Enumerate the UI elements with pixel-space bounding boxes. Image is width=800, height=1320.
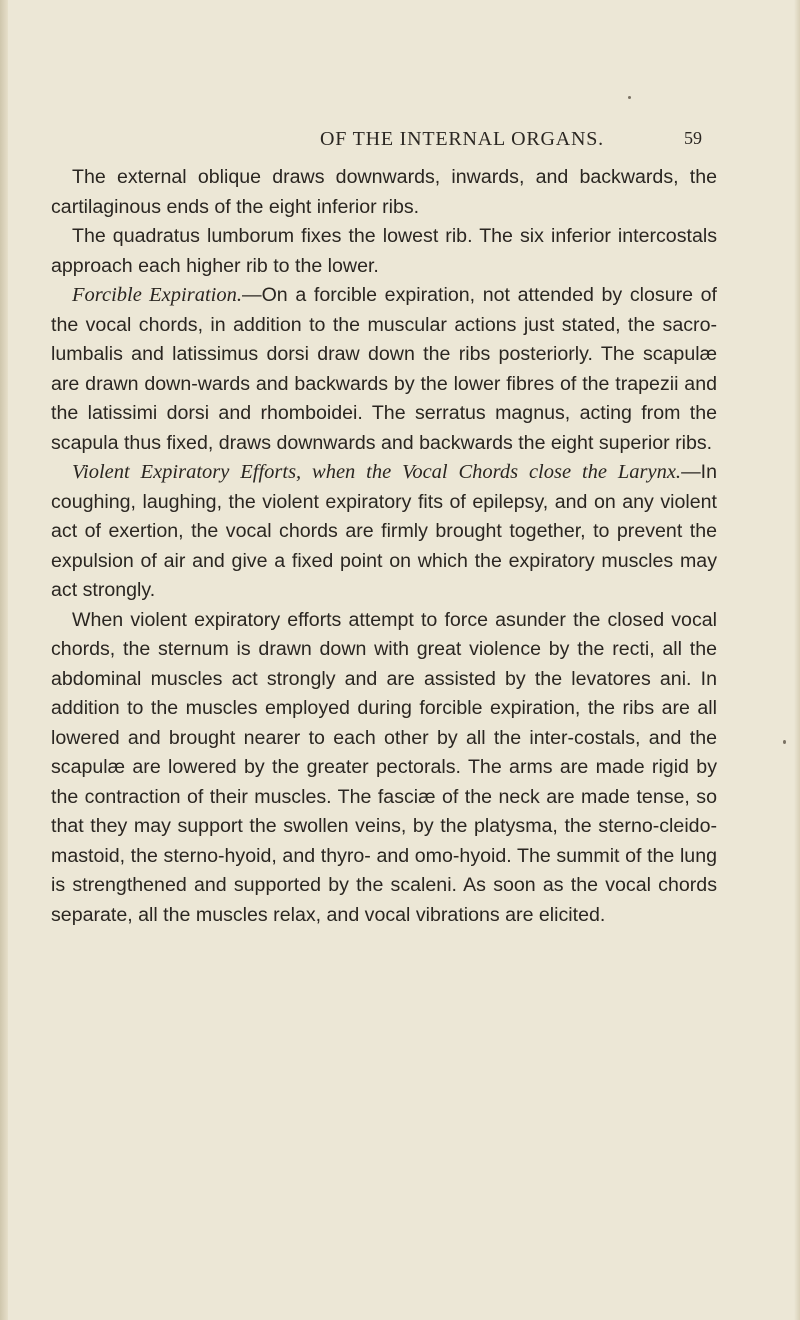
- running-head: OF THE INTERNAL ORGANS.: [320, 128, 604, 150]
- page-binding-edge: [0, 0, 8, 1320]
- section-heading-forcible-expiration: Forcible Expiration.: [72, 284, 242, 306]
- paragraph-text: The quadratus lumborum fixes the lowest rib. The six inferior intercostals approach each higher rib to the lower.: [51, 225, 717, 277]
- paragraph-text: —On a forcible expiration, not attended by closure of the vocal chords, in addition to the muscular actions just stated, the sacro-lumbalis and latissimus dorsi draw down the ribs posteriorly. The scapulæ are drawn down-wards and backwards by the lower fibres of the trapezii and the latissimi dorsi and rhomboidei. The serratus magnus, acting from the scapula thus fixed, draws downwards and backwards the eight superior ribs.: [51, 284, 718, 454]
- paragraph-violent-expiratory-efforts: [51, 458, 717, 606]
- paragraph-text: —In coughing, laughing, the violent expiratory fits of epilepsy, and on any violent act of exertion, the vocal chords are firmly brought together, to prevent the expulsion of air and give a fixed point on which the expiratory muscles may act strongly.: [51, 461, 717, 601]
- paragraph-forcible-expiration: [51, 281, 717, 458]
- paragraph-violent-efforts-detail: [51, 606, 717, 931]
- paragraph-external-oblique: [51, 163, 717, 222]
- page-header: [0, 128, 800, 158]
- paragraph-quadratus-lumborum: [51, 222, 717, 281]
- body-text: [51, 163, 717, 930]
- paper-speck: [628, 96, 631, 99]
- page-outer-edge: [794, 0, 800, 1320]
- paragraph-text: The external oblique draws downwards, inwards, and backwards, the cartilaginous ends of the eight inferior ribs.: [51, 166, 717, 218]
- paragraph-text: When violent expiratory efforts attempt to force asunder the closed vocal chords, the sternum is drawn down with great violence by the recti, all the abdominal muscles act strongly and are assisted by the levatores ani. In addition to the muscles employed during forcible expiration, the ribs are all lowered and brought nearer to each other by all the inter-costals, and the scapulæ are lowered by the greater pectorals. The arms are made rigid by the contraction of their muscles. The fasciæ of the neck are made tense, so that they may support the swollen veins, by the platysma, the sterno-cleido-mastoid, the sterno-hyoid, and thyro- and omo-hyoid. The summit of the lung is strengthened and supported by the scaleni. As soon as the vocal chords separate, all the muscles relax, and vocal vibrations are elicited.: [51, 608, 717, 926]
- page-number: 59: [684, 128, 702, 148]
- section-heading-violent-expiratory-efforts: Violent Expiratory Efforts, when the Vocal Chords close the Larynx.: [72, 461, 682, 483]
- paper-speck: [783, 740, 786, 744]
